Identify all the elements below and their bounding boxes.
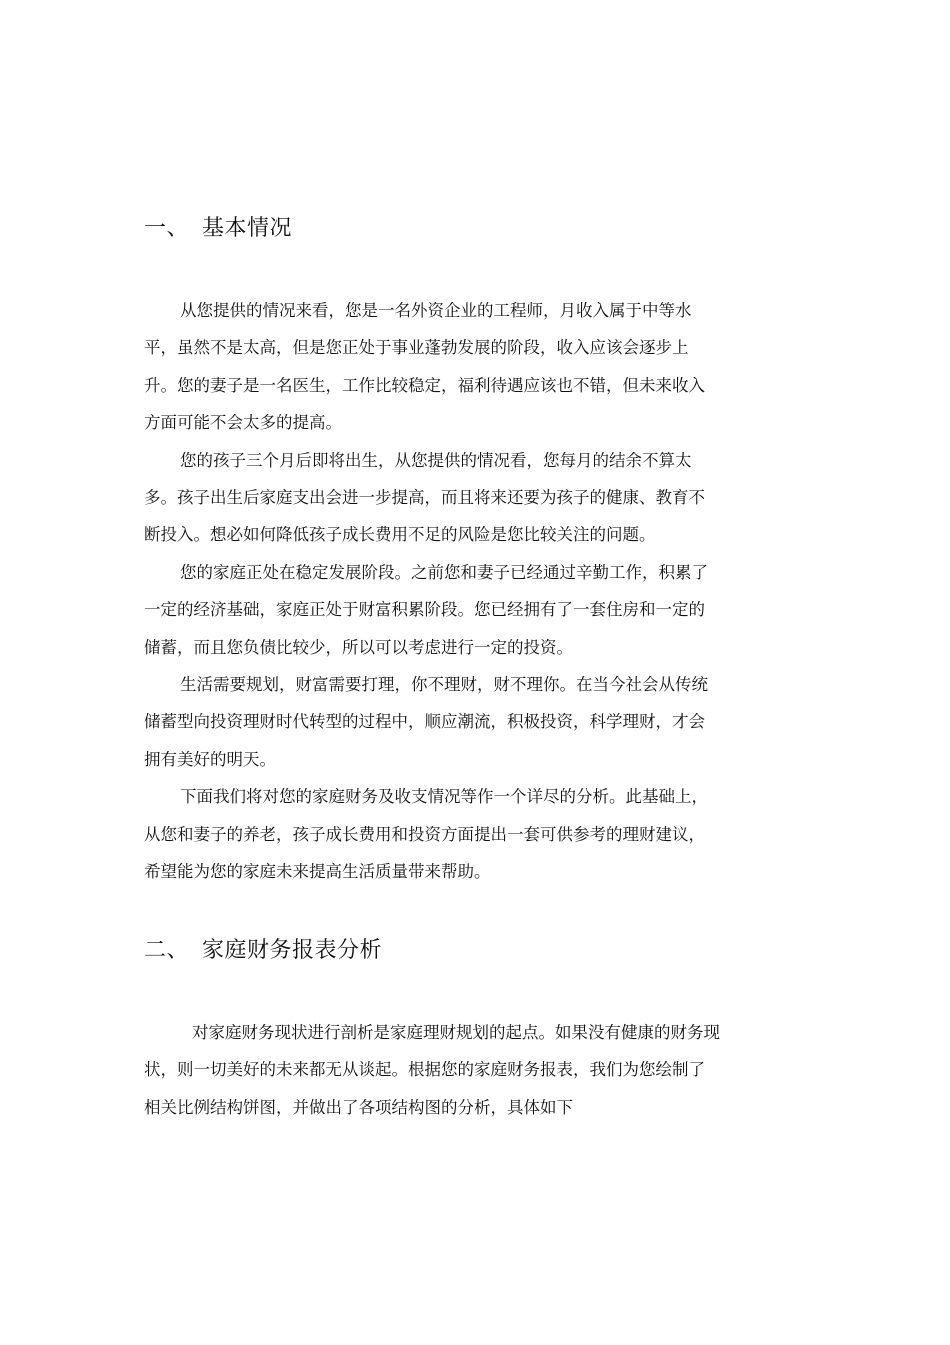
section-1-heading [144,214,292,244]
paragraph-line: 您的孩子三个月后即将出生，从您提供的情况看，您每月的结余不算太 [180,450,692,470]
section-1-paragraph-3 [144,554,754,666]
paragraph-line: 升。您的妻子是一名医生，工作比较稳定，福利待遇应该也不错，但未来收入 [144,375,705,395]
section-2-title: 家庭财务报表分析 [202,938,383,963]
paragraph-line: 方面可能不会太多的提高。 [144,413,342,433]
paragraph-line: 断投入。想必如何降低孩子成长费用不足的风险是您比较关注的问题。 [144,525,656,545]
paragraph-line: 储蓄，而且您负债比较少，所以可以考虑进行一定的投资。 [144,637,573,657]
section-1-number: 一、 [144,216,190,241]
paragraph-line: 状，则一切美好的未来都无从谈起。根据您的家庭财务报表，我们为您绘制了 [144,1060,705,1080]
paragraph-line: 您的家庭正处在稳定发展阶段。之前您和妻子已经通过辛勤工作，积累了 [180,562,708,582]
paragraph-line: 储蓄型向投资理财时代转型的过程中，顺应潮流，积极投资，科学理财，才会 [144,712,705,732]
paragraph-line: 从您和妻子的养老，孩子成长费用和投资方面提出一套可供参考的理财建议， [144,824,705,844]
section-1-paragraph-4 [144,666,754,778]
section-2-paragraph-1 [144,1014,754,1126]
paragraph-line: 一定的经济基础，家庭正处于财富积累阶段。您已经拥有了一套住房和一定的 [144,600,705,620]
section-2-number: 二、 [144,938,190,963]
section-1-paragraph-1 [144,292,754,442]
paragraph-line: 平，虽然不是太高，但是您正处于事业蓬勃发展的阶段，收入应该会逐步上 [144,338,689,358]
paragraph-line: 拥有美好的明天。 [144,749,276,769]
paragraph-line: 多。孩子出生后家庭支出会进一步提高，而且将来还要为孩子的健康、教育不 [144,487,705,507]
section-1-paragraph-2 [144,442,754,554]
paragraph-line: 从您提供的情况来看，您是一名外资企业的工程师，月收入属于中等水 [180,301,692,320]
paragraph-line: 生活需要规划，财富需要打理，你不理财，财不理你。在当今社会从传统 [180,675,708,694]
paragraph-line: 下面我们将对您的家庭财务及收支情况等作一个详尽的分析。此基础上， [180,787,708,807]
section-1-title: 基本情况 [202,216,293,241]
paragraph-line: 相关比例结构饼图，并做出了各项结构图的分析，具体如下 [144,1097,573,1117]
section-1-paragraph-5 [144,778,754,890]
paragraph-line: 希望能为您的家庭未来提高生活质量带来帮助。 [144,861,491,881]
paragraph-line: 对家庭财务现状进行剖析是家庭理财规划的起点。如果没有健康的财务现 [192,1023,720,1042]
section-2-heading [144,936,382,966]
